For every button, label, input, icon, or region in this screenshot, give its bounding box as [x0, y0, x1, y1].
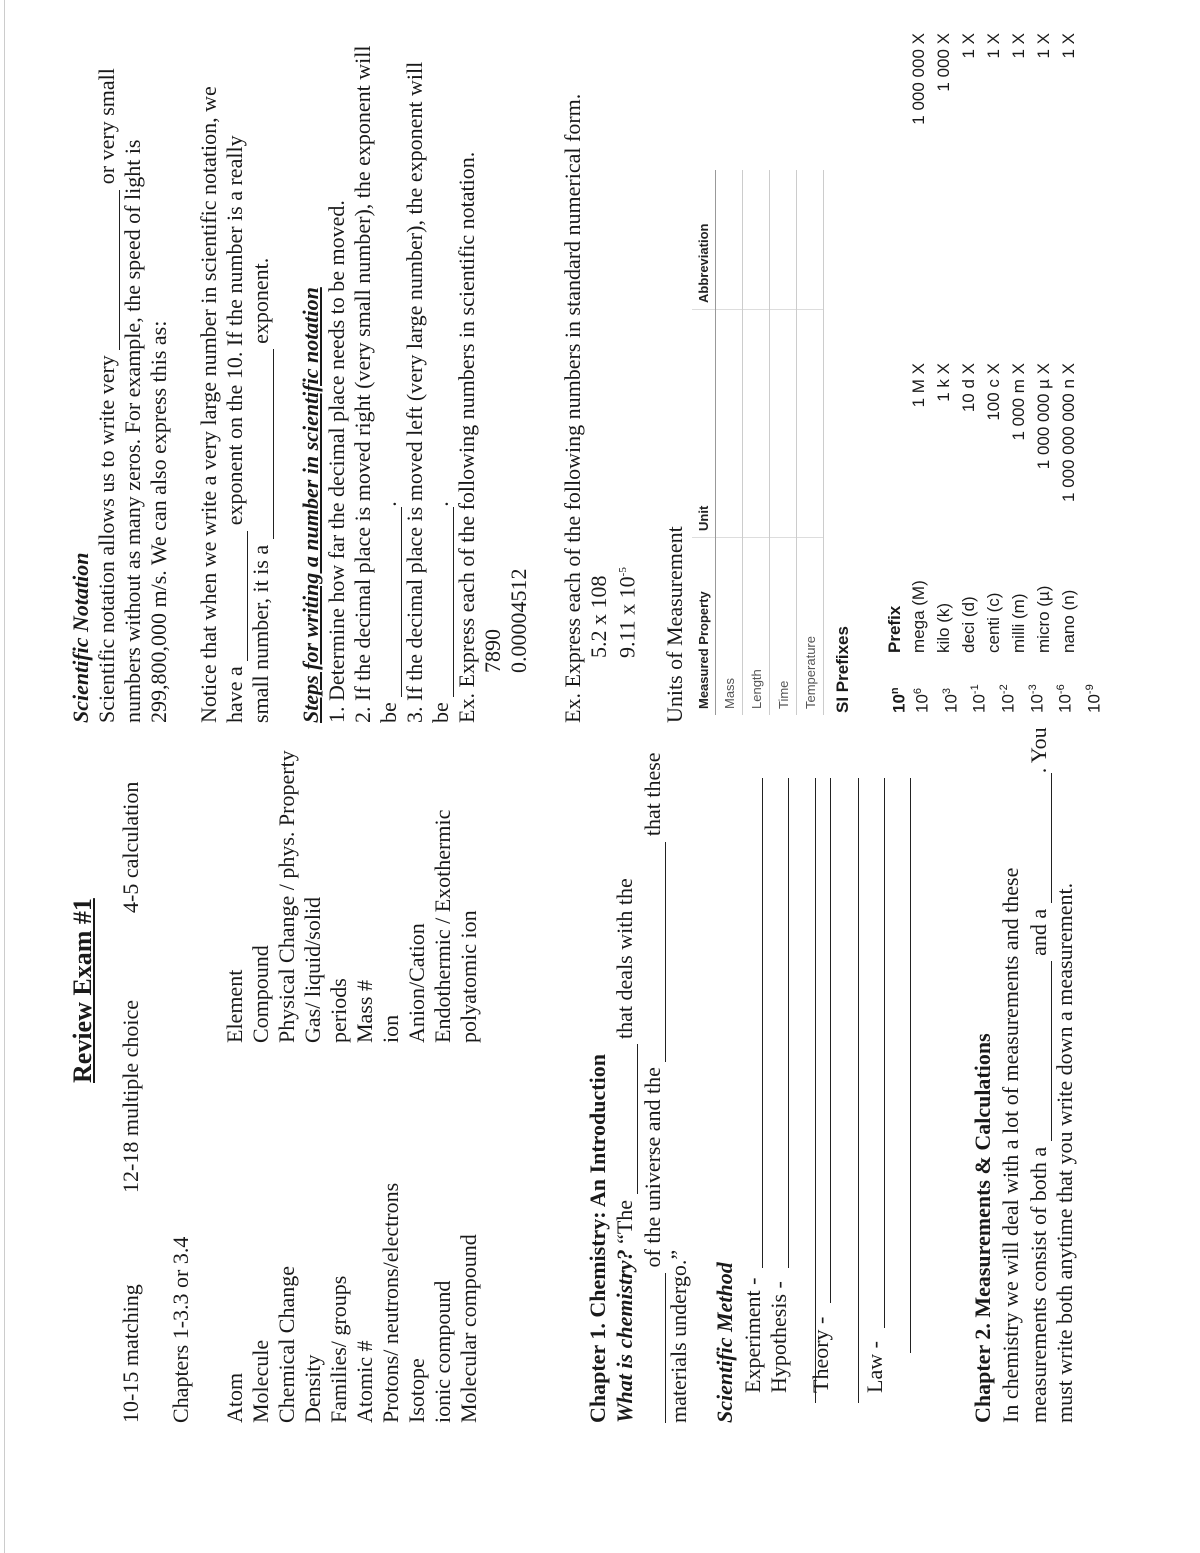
step-1: 1. Determine how far the decimal place needs to be moved. [324, 200, 349, 723]
example-1-value: 7890 [480, 629, 505, 673]
body-text: be [428, 702, 453, 723]
sci-notation-p1-line1 [94, 68, 120, 723]
table-row [743, 170, 770, 715]
unit-cell[interactable] [797, 310, 824, 538]
question-text: “The [612, 1199, 637, 1250]
sci-notation-p1-line2: numbers without as many zeros. For example, the speed of light is [120, 139, 145, 723]
abbreviation-cell[interactable] [797, 170, 824, 310]
unit-cell[interactable] [716, 310, 743, 538]
question-text: that deals with the [612, 878, 637, 1039]
question-text: that these [640, 752, 665, 837]
theory-label: Theory - [808, 1316, 833, 1393]
chapter2-line1: In chemistry we will deal with a lot of measurements and these [998, 867, 1023, 1423]
blank-line [433, 507, 454, 697]
equivalent-cell: 1 M X [909, 363, 928, 408]
terms-right-list [222, 750, 482, 1043]
base-cell: 1 X [1034, 33, 1053, 59]
body-text: exponent on the 10. If the number is a really [222, 135, 247, 526]
equivalent-cell: 1 000 m X [1009, 363, 1028, 441]
chapters-label: Chapters 1-3.3 or 3.4 [168, 1236, 193, 1423]
chapter1-question-line3: materials undergo.” [666, 1249, 691, 1423]
example-2-value [610, 567, 640, 658]
scientific-method-heading: Scientific Method [712, 1262, 737, 1423]
blank-line [1031, 961, 1052, 1141]
body-text: have a [222, 666, 247, 723]
term: Atom [222, 1372, 247, 1423]
term: Atomic # [352, 1340, 377, 1423]
term: Density [300, 1354, 325, 1423]
sci-notation-p2-line3 [248, 258, 274, 723]
abbreviation-cell[interactable] [716, 170, 743, 310]
term: Physical Change / phys. Property [274, 750, 299, 1043]
experiment-blank [762, 778, 763, 1268]
sci-notation-p1-line3: 299,800,000 m/s. We can also express this as: [146, 320, 171, 723]
units-header-row [692, 170, 716, 715]
si-equivalent-list [906, 363, 1081, 533]
equivalent-cell: 100 c X [984, 363, 1003, 421]
page-title: Review Exam #1 [68, 898, 97, 1083]
power-exp: n [889, 687, 901, 695]
experiment-label: Experiment - [740, 1277, 765, 1393]
prefix-cell: milli (m) [1009, 593, 1028, 653]
term: Molecular compound [456, 1234, 481, 1423]
base-cell: 1 X [959, 33, 978, 59]
term: Molecule [248, 1339, 273, 1423]
term: Compound [248, 945, 273, 1043]
blank-line [858, 778, 859, 1403]
term: Mass # [352, 980, 377, 1043]
abbreviation-cell[interactable] [770, 170, 797, 310]
column-header: Abbreviation [692, 170, 716, 310]
term: ion [378, 1014, 403, 1043]
prefix-cell: centi (c) [984, 592, 1003, 653]
blank-line [617, 1044, 638, 1194]
law-blank [884, 778, 885, 1328]
step-2: 2. If the decimal place is moved right (very small number), the exponent will [350, 45, 375, 723]
format-calculation: 4-5 calculation [118, 781, 143, 913]
chapter1-question-line [612, 878, 638, 1423]
base-cell: 1 X [1009, 33, 1028, 59]
si-prefix-list [906, 580, 1081, 653]
si-base-list [906, 33, 1081, 198]
chapter2-text: and a [1026, 908, 1051, 956]
equivalent-cell: 1 k X [934, 363, 953, 402]
example-1: Ex. Express each of the following numbers in scientific notation. [454, 151, 479, 723]
sci-notation-p2-line1: Notice that when we write a very large number in scientific notation, we [196, 86, 221, 723]
base-cell: 1 000 X [934, 33, 953, 92]
chapter2-text: measurements consist of both a [1026, 1146, 1051, 1423]
steps-heading: Steps for writing a number in scientific notation [298, 287, 323, 723]
blank-line [253, 349, 274, 539]
question-text: of the universe and the [640, 1067, 665, 1268]
table-row [770, 170, 797, 715]
term: Families/ groups [326, 1275, 351, 1423]
table-row [716, 170, 743, 715]
body-text: Scientific notation allows us to write very [94, 355, 119, 723]
step-3-cont: be . [428, 501, 453, 723]
base-cell: 1 X [1059, 33, 1078, 59]
property-cell: Length [743, 538, 770, 716]
chapter1-question-line2 [640, 752, 666, 1423]
terms-left-list [222, 1183, 482, 1423]
value-base: 9.11 x 10 [614, 576, 640, 658]
term: ionic compound [430, 1280, 455, 1423]
body-text: small number, it is a [248, 544, 273, 723]
sci-notation-p2-line2 [222, 135, 248, 723]
chapter2-line2 [1026, 727, 1052, 1423]
example-2: Ex. Express each of the following numbers in standard numerical form. [560, 93, 585, 723]
property-cell: Mass [716, 538, 743, 716]
power-cell: $10^{-3}$ [1026, 684, 1047, 713]
chapter2-line3: must write both anytime that you write down a measurement. [1052, 882, 1077, 1423]
theory-blank [830, 778, 831, 1303]
format-matching: 10-15 matching [118, 1284, 143, 1423]
step-3: 3. If the decimal place is moved left (very large number), the exponent will [402, 61, 427, 723]
blank-line [645, 1273, 666, 1423]
prefix-cell: mega (M) [909, 580, 928, 653]
term: Element [222, 969, 247, 1043]
blank-line [381, 507, 402, 697]
unit-cell[interactable] [743, 310, 770, 538]
table-row [797, 170, 824, 715]
abbreviation-cell[interactable] [743, 170, 770, 310]
power-cell: $10^{-9}$ [1083, 684, 1104, 713]
blank-line [645, 842, 666, 1062]
example-1-value: 0.00004512 [506, 568, 531, 673]
units-heading: Units of Measurement [662, 526, 687, 723]
prefix-cell: kilo (k) [934, 602, 953, 653]
term: Isotope [404, 1358, 429, 1423]
column-header: Unit [692, 310, 716, 538]
value-exponent: -5 [617, 567, 629, 577]
format-multiple-choice: 12-18 multiple choice [118, 999, 143, 1193]
term: Endothermic / Exothermic [430, 809, 455, 1043]
equivalent-cell: 1 000 000 µ X [1034, 363, 1053, 470]
example-2-value: 5.2 x 108 [586, 575, 611, 658]
body-text: be [376, 702, 401, 723]
power-cell: $10^{-1}$ [969, 684, 989, 713]
si-power-list [906, 684, 1107, 713]
base-cell: 1 X [984, 33, 1003, 59]
chapter2-text: . You [1026, 727, 1051, 774]
term: Chemical Change [274, 1265, 299, 1423]
prefix-column-header: Prefix [885, 605, 904, 653]
prefix-cell: micro (µ) [1034, 585, 1053, 653]
blank-line [99, 190, 120, 350]
units-table [692, 170, 824, 715]
equivalent-cell: 1 000 000 000 n X [1059, 363, 1078, 502]
term: Gas/ liquid/solid [300, 896, 325, 1043]
hypothesis-label: Hypothesis - [766, 1281, 791, 1393]
power-cell: $10^6$ [912, 687, 932, 713]
blank-line [815, 778, 816, 1403]
chapter2-heading: Chapter 2. Measurements & Calculations [970, 1033, 995, 1423]
term: periods [326, 978, 351, 1043]
equivalent-cell: 10 d X [959, 363, 978, 413]
unit-cell[interactable] [770, 310, 797, 538]
power-cell: $10^3$ [940, 687, 961, 713]
blank-line [227, 531, 248, 661]
hypothesis-blank [788, 778, 789, 1268]
prefix-cell: nano (n) [1059, 589, 1078, 653]
blank-line [1031, 773, 1052, 903]
term: Anion/Cation [404, 923, 429, 1043]
base-cell: 1 000 000 X [909, 33, 928, 125]
property-cell: Time [770, 538, 797, 716]
law-label: Law - [862, 1341, 887, 1393]
term: Protons/ neutrons/electrons [378, 1182, 403, 1423]
sci-notation-heading: Scientific Notation [68, 552, 93, 723]
blank-line [910, 778, 911, 1353]
si-prefixes-heading: SI Prefixes [833, 626, 852, 713]
prefix-cell: deci (d) [959, 596, 978, 653]
property-cell: Temperature [797, 538, 824, 716]
step-2-cont: be . [376, 501, 401, 723]
chapter1-heading: Chapter 1. Chemistry: An Introduction [585, 1054, 610, 1423]
term: polyatomic ion [456, 910, 481, 1043]
body-text: exponent. [248, 257, 273, 344]
power-cell: $10^{-6}$ [1055, 684, 1075, 713]
chapter1-question: What is chemistry? [612, 1249, 637, 1423]
body-text: or very small [94, 68, 119, 185]
column-header: Measured Property [692, 538, 716, 716]
power-cell: $10^{-2}$ [997, 684, 1018, 713]
power-base: 10 [889, 694, 909, 713]
